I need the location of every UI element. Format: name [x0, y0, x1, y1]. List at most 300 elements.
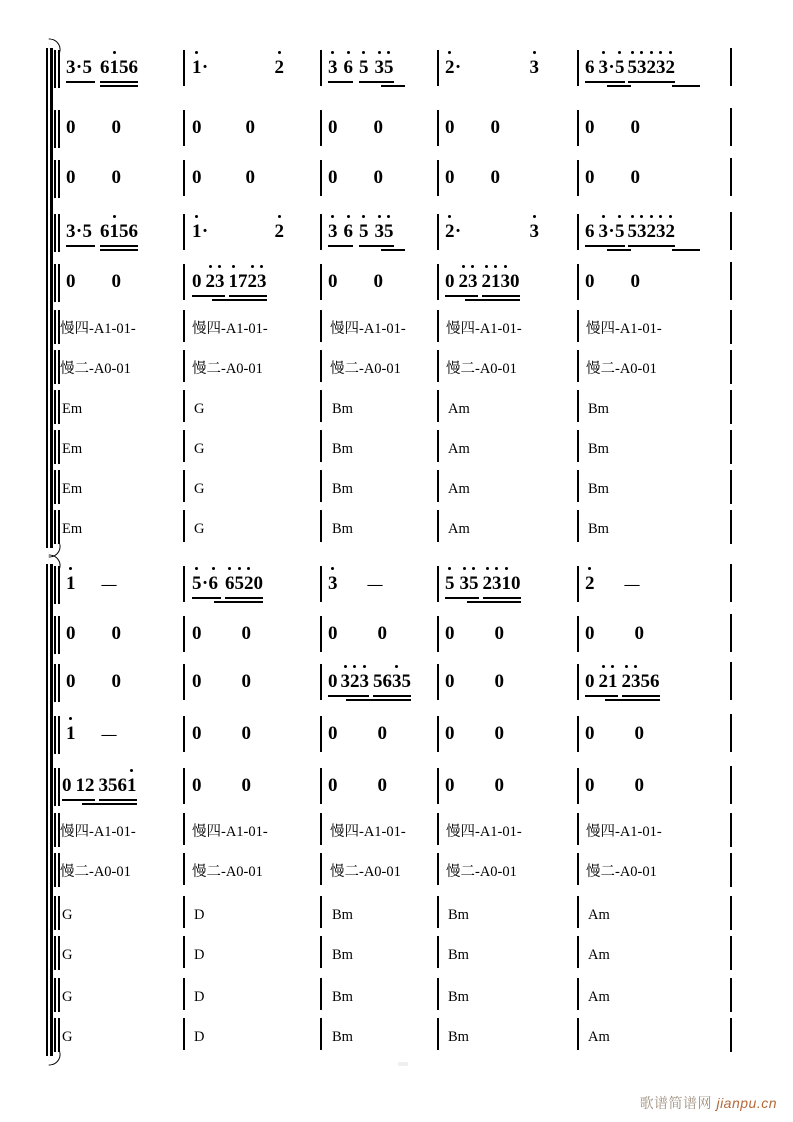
rhythm-label-slow-four: 慢四-A1-01-: [446, 824, 522, 840]
brace-hook-bottom: [47, 1051, 61, 1065]
barline-system-start: [54, 566, 56, 604]
jianpu-note: 0: [585, 271, 595, 292]
barline-system-start: [54, 350, 56, 384]
jianpu-note: 6: [208, 573, 218, 594]
rest-pair: [192, 775, 251, 796]
barline: [577, 350, 579, 382]
barline-measure-end: [730, 898, 732, 930]
measure-3-melody-repeat: [328, 222, 394, 242]
barline: [183, 160, 185, 196]
measure-4-melody-repeat: [445, 222, 539, 242]
jianpu-note: 3: [328, 221, 338, 242]
barline: [320, 664, 322, 700]
chord-symbol: Am: [448, 521, 470, 537]
barline: [437, 768, 439, 804]
barline: [183, 310, 185, 342]
measure-5-inner: [585, 272, 640, 292]
jianpu-note: 3: [631, 671, 641, 692]
beam-line: [445, 295, 478, 297]
chord-symbol: Em: [62, 401, 83, 417]
barline-system-start: [54, 214, 56, 252]
barline: [577, 310, 579, 342]
measure-3-melody: [328, 58, 394, 78]
jianpu-note: 5: [82, 57, 92, 78]
rest-pair: [66, 117, 121, 138]
jianpu-note: 2: [665, 221, 675, 242]
rest-pair: [328, 623, 387, 644]
augmentation-dot: ·: [608, 221, 615, 242]
barline: [437, 664, 439, 700]
rest-pair: [192, 167, 255, 188]
barline: [437, 310, 439, 342]
jianpu-note: 0: [585, 623, 595, 644]
chord-symbol: D: [194, 989, 205, 1005]
rhythm-label-slow-two: 慢二-A0-01: [330, 864, 401, 880]
beam-line: [100, 245, 138, 247]
jianpu-note: 3: [656, 57, 666, 78]
barline-system-start: [54, 664, 56, 702]
jianpu-note: 2: [445, 57, 455, 78]
rhythm-label-slow-two: 慢二-A0-01: [586, 361, 657, 377]
brace-bar-thin: [46, 48, 48, 548]
measure-5-inner: [585, 672, 660, 692]
beam-line: [328, 81, 353, 83]
beam-line: [359, 81, 394, 83]
rest-pair: [328, 117, 383, 138]
beam-line: [99, 799, 137, 801]
beamed-group: [328, 672, 369, 692]
jianpu-note: 0: [494, 775, 504, 796]
barline-measure-end: [730, 1020, 732, 1052]
jianpu-note: 0: [245, 117, 255, 138]
barline-measure-end: [730, 212, 732, 244]
jianpu-note: 6: [650, 671, 660, 692]
jianpu-note: 0: [111, 623, 121, 644]
jianpu-note: 5: [445, 573, 455, 594]
beamed-group: [482, 272, 520, 292]
beam-line: [445, 597, 479, 599]
jianpu-note: 0: [511, 573, 521, 594]
barline-measure-end: [730, 48, 732, 80]
jianpu-note: 6: [382, 671, 392, 692]
barline-system-start: [54, 1018, 56, 1052]
barline: [183, 214, 185, 250]
duration-dash: —: [367, 577, 383, 593]
barline: [320, 896, 322, 928]
chord-symbol: Bm: [332, 401, 353, 417]
jianpu-note: 5: [401, 671, 411, 692]
barline-system-start-2: [58, 936, 60, 970]
rest-pair: [192, 671, 251, 692]
barline-system-start-2: [58, 50, 60, 88]
chord-symbol: G: [62, 1029, 73, 1045]
barline: [183, 350, 185, 382]
jianpu-note: 0: [585, 167, 595, 188]
chord-symbol: D: [194, 1029, 205, 1045]
jianpu-note: 1: [127, 775, 137, 796]
jianpu-note: 1: [66, 723, 76, 744]
barline: [577, 664, 579, 700]
barline: [183, 896, 185, 928]
beam-line: [328, 695, 369, 697]
beam-line: [100, 249, 138, 251]
barline: [183, 566, 185, 602]
rhythm-label-slow-four: 慢四-A1-01-: [586, 321, 662, 337]
measure-4-rests: [445, 168, 500, 188]
partial-beam-line: [607, 249, 631, 251]
beamed-group: [585, 672, 618, 692]
jianpu-note: 0: [377, 723, 387, 744]
jianpu-note: 0: [192, 271, 202, 292]
jianpu-note: 3: [66, 57, 76, 78]
barline-measure-end: [730, 158, 732, 190]
barline-system-start-2: [58, 566, 60, 604]
jianpu-note: 0: [241, 671, 251, 692]
barline-measure-end: [730, 855, 732, 887]
rest-pair: [66, 671, 121, 692]
rest-pair: [192, 623, 251, 644]
jianpu-note: 5: [373, 671, 383, 692]
jianpu-note: 0: [192, 117, 202, 138]
jianpu-note: 0: [62, 775, 72, 796]
jianpu-note: 0: [111, 117, 121, 138]
jianpu-note: 3: [257, 271, 267, 292]
rhythm-label-slow-two: 慢二-A0-01: [60, 361, 131, 377]
measure-1-melody: [66, 58, 138, 78]
jianpu-note: 0: [630, 167, 640, 188]
beam-line: [628, 81, 676, 83]
jianpu-note: 0: [373, 167, 383, 188]
beamed-group: [62, 776, 95, 796]
jianpu-note: 3: [637, 221, 647, 242]
partial-beam-line: [607, 85, 631, 87]
measure-2-inner: [192, 272, 267, 292]
barline-measure-end: [730, 815, 732, 847]
measure-3-rests-3: [328, 776, 387, 796]
jianpu-note: 6: [343, 57, 353, 78]
jianpu-note: 2: [274, 57, 284, 78]
jianpu-note: 1: [75, 775, 85, 796]
measure-4-melody: [445, 58, 539, 78]
beam-line: [628, 245, 676, 247]
barline: [577, 936, 579, 968]
jianpu-note: 0: [634, 775, 644, 796]
jianpu-note: 3: [66, 221, 76, 242]
note-sequence: [192, 57, 284, 78]
barline: [320, 310, 322, 342]
beamed-group: [100, 58, 138, 78]
barline: [183, 768, 185, 804]
chord-symbol: Am: [448, 441, 470, 457]
chord-symbol: Bm: [332, 907, 353, 923]
jianpu-note: 0: [377, 623, 387, 644]
chord-symbol: Am: [448, 401, 470, 417]
beam-line: [483, 601, 521, 603]
barline: [437, 50, 439, 86]
barline: [577, 978, 579, 1010]
augmentation-dot: ·: [201, 573, 209, 594]
beamed-group: [628, 222, 676, 242]
barline: [577, 214, 579, 250]
barline: [437, 214, 439, 250]
rest-pair: [445, 671, 504, 692]
barline-measure-end: [730, 564, 732, 596]
chord-symbol: Bm: [332, 1029, 353, 1045]
barline-measure-end: [730, 512, 732, 544]
barline-system-start-2: [58, 1018, 60, 1052]
chord-symbol: Bm: [332, 947, 353, 963]
chord-symbol: D: [194, 907, 205, 923]
barline-system-start-2: [58, 768, 60, 806]
measure-2-melody: [192, 58, 284, 78]
beam-line: [373, 699, 411, 701]
barline: [577, 50, 579, 86]
chord-symbol: Em: [62, 521, 83, 537]
jianpu-note: 0: [445, 775, 455, 796]
rhythm-label-slow-four: 慢四-A1-01-: [192, 824, 268, 840]
chord-symbol: G: [62, 907, 73, 923]
chord-symbol: Bm: [588, 401, 609, 417]
barline-system-start-2: [58, 978, 60, 1012]
jianpu-note: 0: [585, 671, 595, 692]
barline-measure-end: [730, 432, 732, 464]
barline: [577, 510, 579, 542]
measure-1-inner-2: [62, 776, 137, 796]
brace-bar-thin: [46, 564, 48, 1056]
measure-3-inner: [328, 672, 411, 692]
jianpu-note: 0: [445, 117, 455, 138]
beamed-group: [229, 272, 267, 292]
jianpu-note: 3: [340, 671, 350, 692]
beam-line: [225, 597, 263, 599]
barline-measure-end: [730, 352, 732, 384]
jianpu-note: 2: [445, 221, 455, 242]
augmentation-dot: ·: [75, 57, 83, 78]
jianpu-note: 0: [328, 775, 338, 796]
jianpu-note: 0: [192, 775, 202, 796]
measure-2-rests-3: [192, 776, 251, 796]
duration-dash: —: [101, 577, 117, 593]
measure-5-rests: [585, 624, 644, 644]
measure-5-melody-repeat: [585, 222, 675, 242]
barline: [577, 896, 579, 928]
rest-pair: [585, 117, 640, 138]
jianpu-note: 2: [665, 57, 675, 78]
jianpu-note: 0: [510, 271, 520, 292]
jianpu-note: 3: [598, 221, 608, 242]
barline: [577, 470, 579, 502]
jianpu-note: 0: [111, 271, 121, 292]
measure-2-rests: [192, 168, 255, 188]
barline-system-start-2: [58, 160, 60, 198]
rest-pair: [328, 167, 383, 188]
measure-2-rests: [192, 118, 255, 138]
measure-5-rests-3: [585, 776, 644, 796]
rest-pair: [445, 117, 500, 138]
measure-1-rests: [66, 168, 121, 188]
jianpu-note: 5: [627, 57, 637, 78]
chord-symbol: Bm: [448, 947, 469, 963]
jianpu-note: 0: [585, 723, 595, 744]
beamed-group: [99, 776, 137, 796]
rhythm-label-slow-two: 慢二-A0-01: [446, 864, 517, 880]
barline-system-start-2: [58, 470, 60, 504]
rest-pair: [585, 775, 644, 796]
jianpu-note: 5: [82, 221, 92, 242]
jianpu-note: 3: [656, 221, 666, 242]
measure-4-rests: [445, 624, 504, 644]
jianpu-note: 3: [529, 221, 539, 242]
rest-pair: [66, 623, 121, 644]
measure-5-melody: [585, 58, 675, 78]
rest-pair: [585, 167, 640, 188]
note-sequence: [328, 573, 383, 594]
jianpu-note: 0: [111, 167, 121, 188]
barline: [183, 664, 185, 700]
beamed-group: [328, 58, 353, 78]
barline: [437, 936, 439, 968]
jianpu-note: 3: [374, 57, 384, 78]
jianpu-note: 0: [111, 671, 121, 692]
barline: [437, 470, 439, 502]
barline-system-start-2: [58, 214, 60, 252]
barline: [577, 768, 579, 804]
barline: [183, 1018, 185, 1050]
jianpu-note: 0: [585, 117, 595, 138]
barline-measure-end: [730, 766, 732, 798]
barline-system-start-2: [58, 264, 60, 302]
partial-beam-line: [672, 249, 700, 251]
beam-line: [225, 601, 263, 603]
jianpu-note: 0: [192, 671, 202, 692]
measure-3-rests: [328, 168, 383, 188]
beamed-group: [225, 574, 263, 594]
jianpu-note: 5: [359, 221, 369, 242]
barline: [437, 264, 439, 300]
barline: [320, 510, 322, 542]
partial-beam-line: [381, 85, 405, 87]
rhythm-label-slow-two: 慢二-A0-01: [330, 361, 401, 377]
barline-system-start-2: [58, 813, 60, 847]
barline-measure-end: [730, 662, 732, 694]
jianpu-note: 2: [646, 57, 656, 78]
beamed-group: [100, 222, 138, 242]
rest-pair: [445, 723, 504, 744]
barline: [437, 350, 439, 382]
barline-system-start-2: [58, 896, 60, 930]
barline-system-start: [54, 896, 56, 930]
chord-symbol: Em: [62, 441, 83, 457]
jianpu-note: 3: [359, 671, 369, 692]
watermark-chinese: 歌谱简谱网: [639, 1095, 713, 1111]
rest-pair: [328, 723, 387, 744]
rhythm-label-slow-two: 慢二-A0-01: [446, 361, 517, 377]
jianpu-note: 0: [241, 723, 251, 744]
jianpu-note: 2: [85, 775, 95, 796]
jianpu-note: 7: [238, 271, 248, 292]
jianpu-note: 0: [445, 167, 455, 188]
barline: [437, 390, 439, 422]
rhythm-label-slow-four: 慢四-A1-01-: [446, 321, 522, 337]
watermark-domain: jianpu.cn: [716, 1095, 777, 1111]
measure-3-rests: [328, 118, 383, 138]
page-artifact: [398, 1062, 408, 1066]
jianpu-note: 0: [445, 723, 455, 744]
chord-symbol: Bm: [588, 521, 609, 537]
jianpu-note: 2: [598, 671, 608, 692]
beamed-group: [445, 574, 479, 594]
barline: [320, 390, 322, 422]
beam-line: [99, 803, 137, 805]
barline: [320, 160, 322, 196]
barline-system-start: [54, 310, 56, 344]
jianpu-note: 6: [100, 221, 110, 242]
jianpu-note: 0: [328, 671, 338, 692]
chord-symbol: Bm: [588, 441, 609, 457]
jianpu-note: 0: [192, 623, 202, 644]
jianpu-note: 5: [384, 221, 394, 242]
rest-pair: [445, 167, 500, 188]
beamed-group: [359, 58, 394, 78]
barline: [437, 978, 439, 1010]
barline-system-start: [54, 768, 56, 806]
jianpu-note: 3: [392, 671, 402, 692]
barline-system-start-2: [58, 310, 60, 344]
site-watermark: [640, 1096, 777, 1110]
jianpu-note: 0: [373, 117, 383, 138]
rest-pair: [445, 775, 504, 796]
barline: [320, 853, 322, 885]
rhythm-label-slow-four: 慢四-A1-01-: [330, 824, 406, 840]
jianpu-note: 0: [634, 623, 644, 644]
rest-pair: [66, 167, 121, 188]
chord-symbol: G: [62, 947, 73, 963]
barline: [320, 768, 322, 804]
barline: [320, 936, 322, 968]
jianpu-note: 0: [630, 117, 640, 138]
beamed-group: [628, 58, 676, 78]
measure-1-melody: [66, 574, 117, 594]
beam-line: [373, 695, 411, 697]
jianpu-note: 1: [491, 271, 501, 292]
jianpu-note: 3: [529, 57, 539, 78]
rhythm-label-slow-four: 慢四-A1-01-: [330, 321, 406, 337]
note-sequence: [66, 723, 117, 744]
beam-line: [585, 81, 625, 83]
beam-line: [585, 245, 625, 247]
jianpu-note: 0: [494, 723, 504, 744]
barline: [577, 853, 579, 885]
rest-pair: [66, 271, 121, 292]
rest-pair: [328, 775, 387, 796]
barline-system-start-2: [58, 110, 60, 148]
augmentation-dot: ·: [454, 221, 462, 242]
rest-pair: [585, 623, 644, 644]
jianpu-note: 3: [215, 271, 225, 292]
jianpu-note: 3: [459, 573, 469, 594]
jianpu-note: 6: [225, 573, 235, 594]
jianpu-note: 0: [328, 167, 338, 188]
measure-1-melody-2: [66, 724, 117, 744]
jianpu-note: 2: [585, 573, 595, 594]
jianpu-note: 0: [445, 623, 455, 644]
jianpu-note: 1: [501, 573, 511, 594]
jianpu-note: 1: [192, 57, 202, 78]
measure-3-rests-2: [328, 724, 387, 744]
jianpu-note: 2: [244, 573, 254, 594]
barline: [320, 716, 322, 752]
jianpu-note: 0: [66, 623, 76, 644]
